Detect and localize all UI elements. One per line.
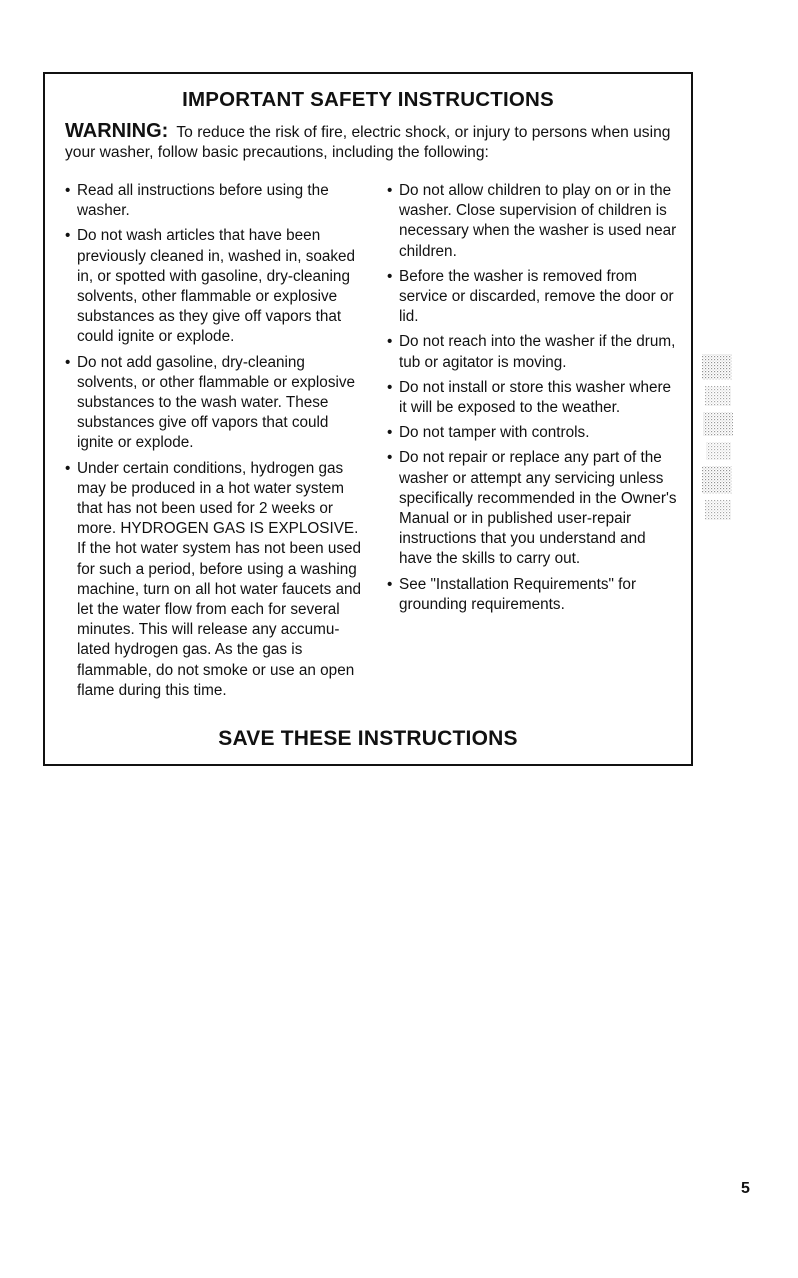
warning-text: To reduce the risk of fire, electric shock, or injury to persons when using your washer, follow basic precautions, including the following: xyxy=(65,124,671,161)
instruction-item: • See "Installation Requirements" for grounding requirements. xyxy=(387,575,677,615)
safety-title: IMPORTANT SAFETY INSTRUCTIONS xyxy=(182,88,554,111)
instruction-item: • Do not allow children to play on or in the washer. Close supervision of children is necessary when the washer is used near children. xyxy=(387,181,677,262)
instruction-item: • Do not repair or replace any part of the washer or attempt any servicing unless specifically recommended in the Owner's Manual or in published user-repair instructions that you understand and have the skills to carry out. xyxy=(387,448,677,569)
instruction-item: • Read all instructions before using the washer. xyxy=(65,181,365,221)
save-instructions-footer: SAVE THESE INSTRUCTIONS xyxy=(218,727,518,750)
left-instruction-list xyxy=(65,181,365,706)
warning-label: WARNING: xyxy=(65,120,169,142)
right-instruction-list xyxy=(387,181,677,620)
instruction-item: • Do not wash articles that have been previously cleaned in, washed in, soaked in, or spotted with gasoline, dry-cleaning solvents, other flammable or explosive substances as they give off vapors that could ignite or explode. xyxy=(65,226,365,347)
safety-instructions-box xyxy=(43,72,693,766)
instruction-item: • Do not install or store this washer where it will be exposed to the weather. xyxy=(387,378,677,418)
instruction-item: • Under certain conditions, hydrogen gas may be produced in a hot water system that has not been used for 2 weeks or more. HYDROGEN GAS IS EXPLOSIVE. If the hot water system has not been used for such a period, before using a washing machine, turn on all hot water faucets and let the water flow from each for several minutes. This will release any accumu-lated hydrogen gas. As the gas is flammable, do not smoke or use an open flame during this time. xyxy=(65,459,365,701)
warning-paragraph xyxy=(65,121,675,163)
instruction-item: • Do not add gasoline, dry-cleaning solvents, or other flammable or explosive substances to the wash water. These substances give off vapors that could ignite or explode. xyxy=(65,353,365,454)
instruction-item: • Do not reach into the washer if the drum, tub or agitator is moving. xyxy=(387,332,677,372)
page-number: 5 xyxy=(741,1180,750,1197)
instruction-item: • Before the washer is removed from service or discarded, remove the door or lid. xyxy=(387,267,677,328)
instruction-item: • Do not tamper with controls. xyxy=(387,423,677,443)
scan-noise-artifact xyxy=(699,350,737,526)
